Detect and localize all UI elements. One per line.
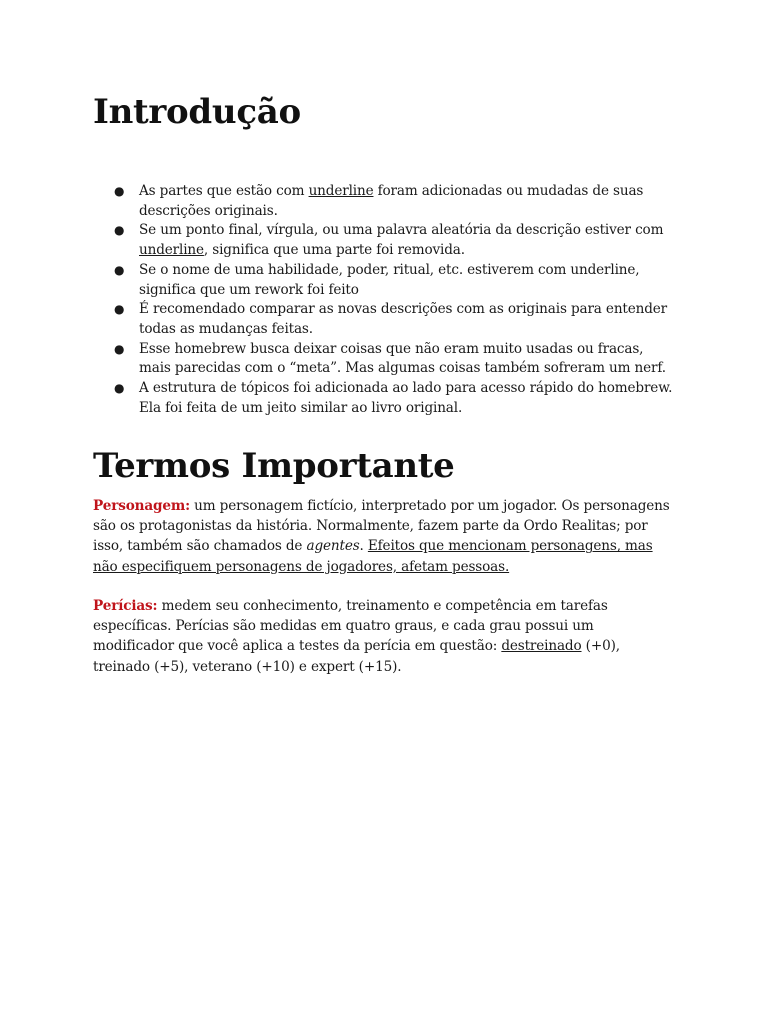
list-item-text: Se um ponto final, vírgula, ou uma palavra aleatória da descrição estiver com [139, 222, 664, 239]
list-item-text: , significa que uma parte foi removida. [203, 242, 465, 259]
list-item-text: As partes que estão com [139, 183, 309, 199]
list-item-text: Se o nome de uma habilidade, poder, ritual, etc. estiverem com underline, significa que um rework foi feito [139, 261, 640, 298]
paragraph-text: (+0), treinado (+5), veterano (+10) e expert (+15). [93, 638, 620, 675]
underlined-text: destreinado [501, 638, 582, 655]
bullet-icon: ● [114, 341, 125, 356]
list-item-text: Esse homebrew busca deixar coisas que não eram muito usadas ou fracas, mais parecidas com o “meta”. Mas algumas coisas também sofreram um nerf. [139, 340, 666, 377]
underlined-text: underline [308, 183, 374, 199]
intro-bullet-list [93, 182, 678, 418]
bullet-icon: ● [114, 381, 125, 396]
paragraph-text: . [359, 538, 368, 555]
list-item [93, 182, 678, 221]
term-personagem: Personagem: [93, 498, 190, 514]
paragraph-text: medem seu conhecimento, treinamento e competência em tarefas específicas. Perícias são medidas em quatro graus, e cada grau possui um modificador que você aplica a testes da perícia em questão: [93, 598, 608, 655]
paragraph-pericias [93, 596, 678, 677]
italic-text: agentes [306, 538, 360, 555]
list-item-text: É recomendado comparar as novas descrições com as originais para entender todas as mudanças feitas. [139, 301, 668, 337]
paragraph-personagem [93, 496, 678, 577]
list-item [93, 340, 678, 379]
bullet-icon: ● [114, 302, 125, 317]
list-item [93, 300, 678, 339]
paragraph-text: um personagem fictício, interpretado por um jogador. Os personagens são os protagonistas da história. Normalmente, fazem parte da Ordo Realitas; por isso, também são chamados de [93, 498, 670, 555]
underlined-text: Efeitos que mencionam personagens, mas não especifiquem personagens de jogadores, afetam pessoas. [93, 538, 653, 575]
list-item [93, 261, 678, 300]
heading-termos-importante: Termos Importante [93, 446, 455, 486]
heading-introducao: Introdução [93, 92, 301, 132]
list-item [93, 379, 678, 418]
bullet-icon: ● [114, 262, 125, 277]
bullet-icon: ● [114, 223, 125, 238]
term-pericias: Perícias: [93, 598, 158, 614]
list-item-text: foram adicionadas ou mudadas de suas descrições originais. [139, 183, 644, 219]
bullet-icon: ● [114, 184, 125, 198]
list-item [93, 221, 678, 260]
list-item-text: A estrutura de tópicos foi adicionada ao lado para acesso rápido do homebrew. Ela foi feita de um jeito similar ao livro original. [139, 380, 673, 416]
underlined-text: underline [139, 242, 204, 259]
